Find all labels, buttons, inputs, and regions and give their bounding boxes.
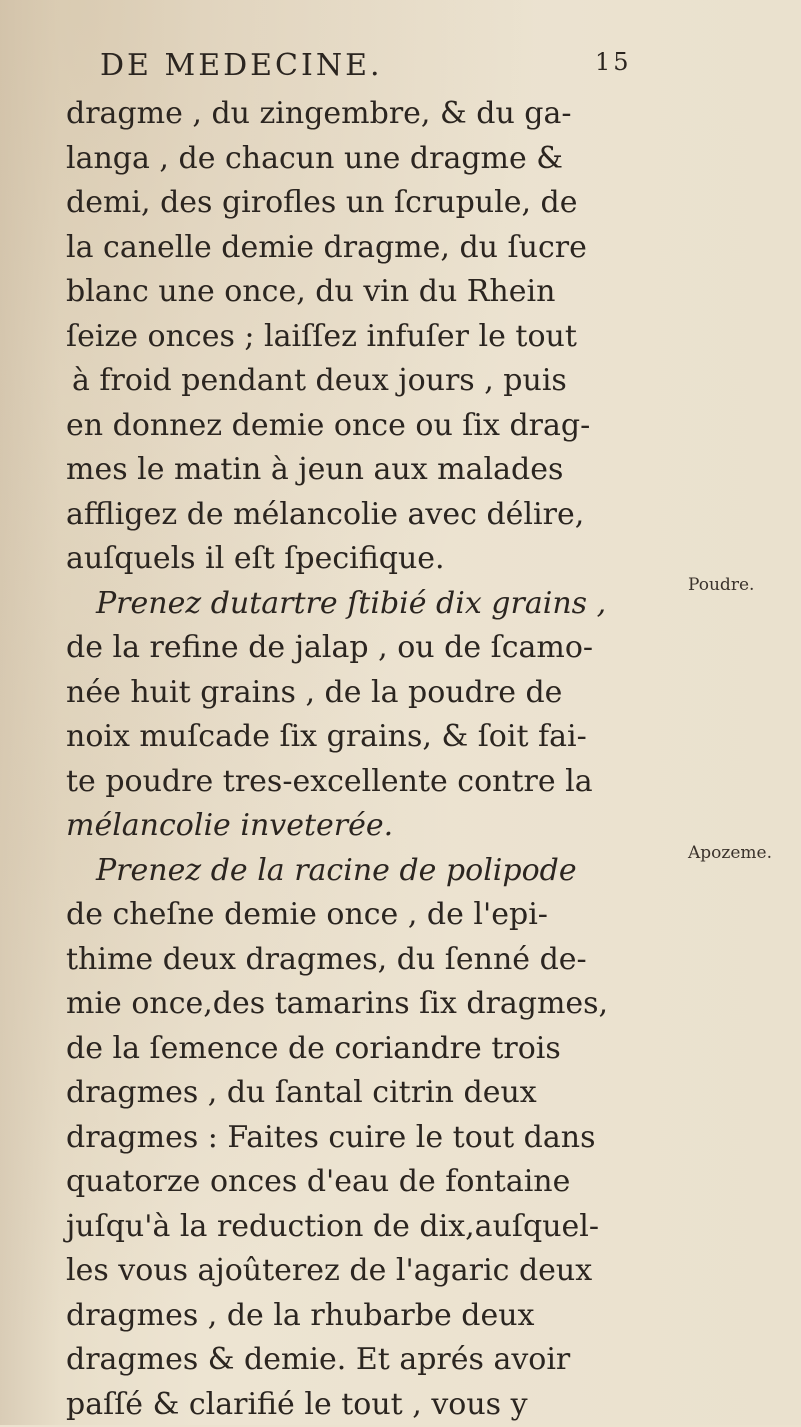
text-line: dragmes & demie. Et aprés avoir xyxy=(66,1338,566,1383)
text-line: ſeize onces ; laiſſez infuſer le tout xyxy=(66,315,566,360)
text-line: mélancolie inveterée. xyxy=(66,804,566,849)
main-text-block xyxy=(66,92,566,1427)
running-title: DE MEDECINE. xyxy=(100,48,383,83)
margin-note-poudre: Poudre. xyxy=(688,575,754,595)
text-line: Prenez dutartre ſtibié dix grains , xyxy=(66,582,566,627)
text-line: auſquels il eſt ſpecifique. xyxy=(66,537,566,582)
text-line: à froid pendant deux jours , puis xyxy=(66,359,566,404)
text-line: noix muſcade ſix grains, & ſoit fai- xyxy=(66,715,566,760)
page-number: 15 xyxy=(595,48,632,76)
running-header xyxy=(100,48,620,88)
text-line: en donnez demie once ou ſix drag- xyxy=(66,404,566,449)
text-line: les vous ajoûterez de l'agaric deux xyxy=(66,1249,566,1294)
text-line: affligez de mélancolie avec délire, xyxy=(66,493,566,538)
text-line: de la refine de jalap , ou de ſcamo- xyxy=(66,626,566,671)
text-line: paſſé & clarifié le tout , vous y xyxy=(66,1383,566,1427)
text-line: dragmes , de la rhubarbe deux xyxy=(66,1294,566,1339)
text-line: Prenez de la racine de polipode xyxy=(66,849,566,894)
text-line: de cheſne demie once , de l'epi- xyxy=(66,893,566,938)
text-line: blanc une once, du vin du Rhein xyxy=(66,270,566,315)
text-line: langa , de chacun une dragme & xyxy=(66,137,566,182)
text-line: dragmes , du ſantal citrin deux xyxy=(66,1071,566,1116)
text-line: juſqu'à la reduction de dix,auſquel- xyxy=(66,1205,566,1250)
margin-note-apozeme: Apozeme. xyxy=(688,843,772,863)
text-line: thime deux dragmes, du ſenné de- xyxy=(66,938,566,983)
text-line: te poudre tres-excellente contre la xyxy=(66,760,566,805)
text-line: dragmes : Faites cuire le tout dans xyxy=(66,1116,566,1161)
text-line: la canelle demie dragme, du ſucre xyxy=(66,226,566,271)
text-line: de la ſemence de coriandre trois xyxy=(66,1027,566,1072)
text-line: née huit grains , de la poudre de xyxy=(66,671,566,716)
text-line: mie once,des tamarins ſix dragmes, xyxy=(66,982,566,1027)
text-line: dragme , du zingembre, & du ga- xyxy=(66,92,566,137)
text-line: quatorze onces d'eau de fontaine xyxy=(66,1160,566,1205)
text-line: mes le matin à jeun aux malades xyxy=(66,448,566,493)
text-line: demi, des girofles un ſcrupule, de xyxy=(66,181,566,226)
